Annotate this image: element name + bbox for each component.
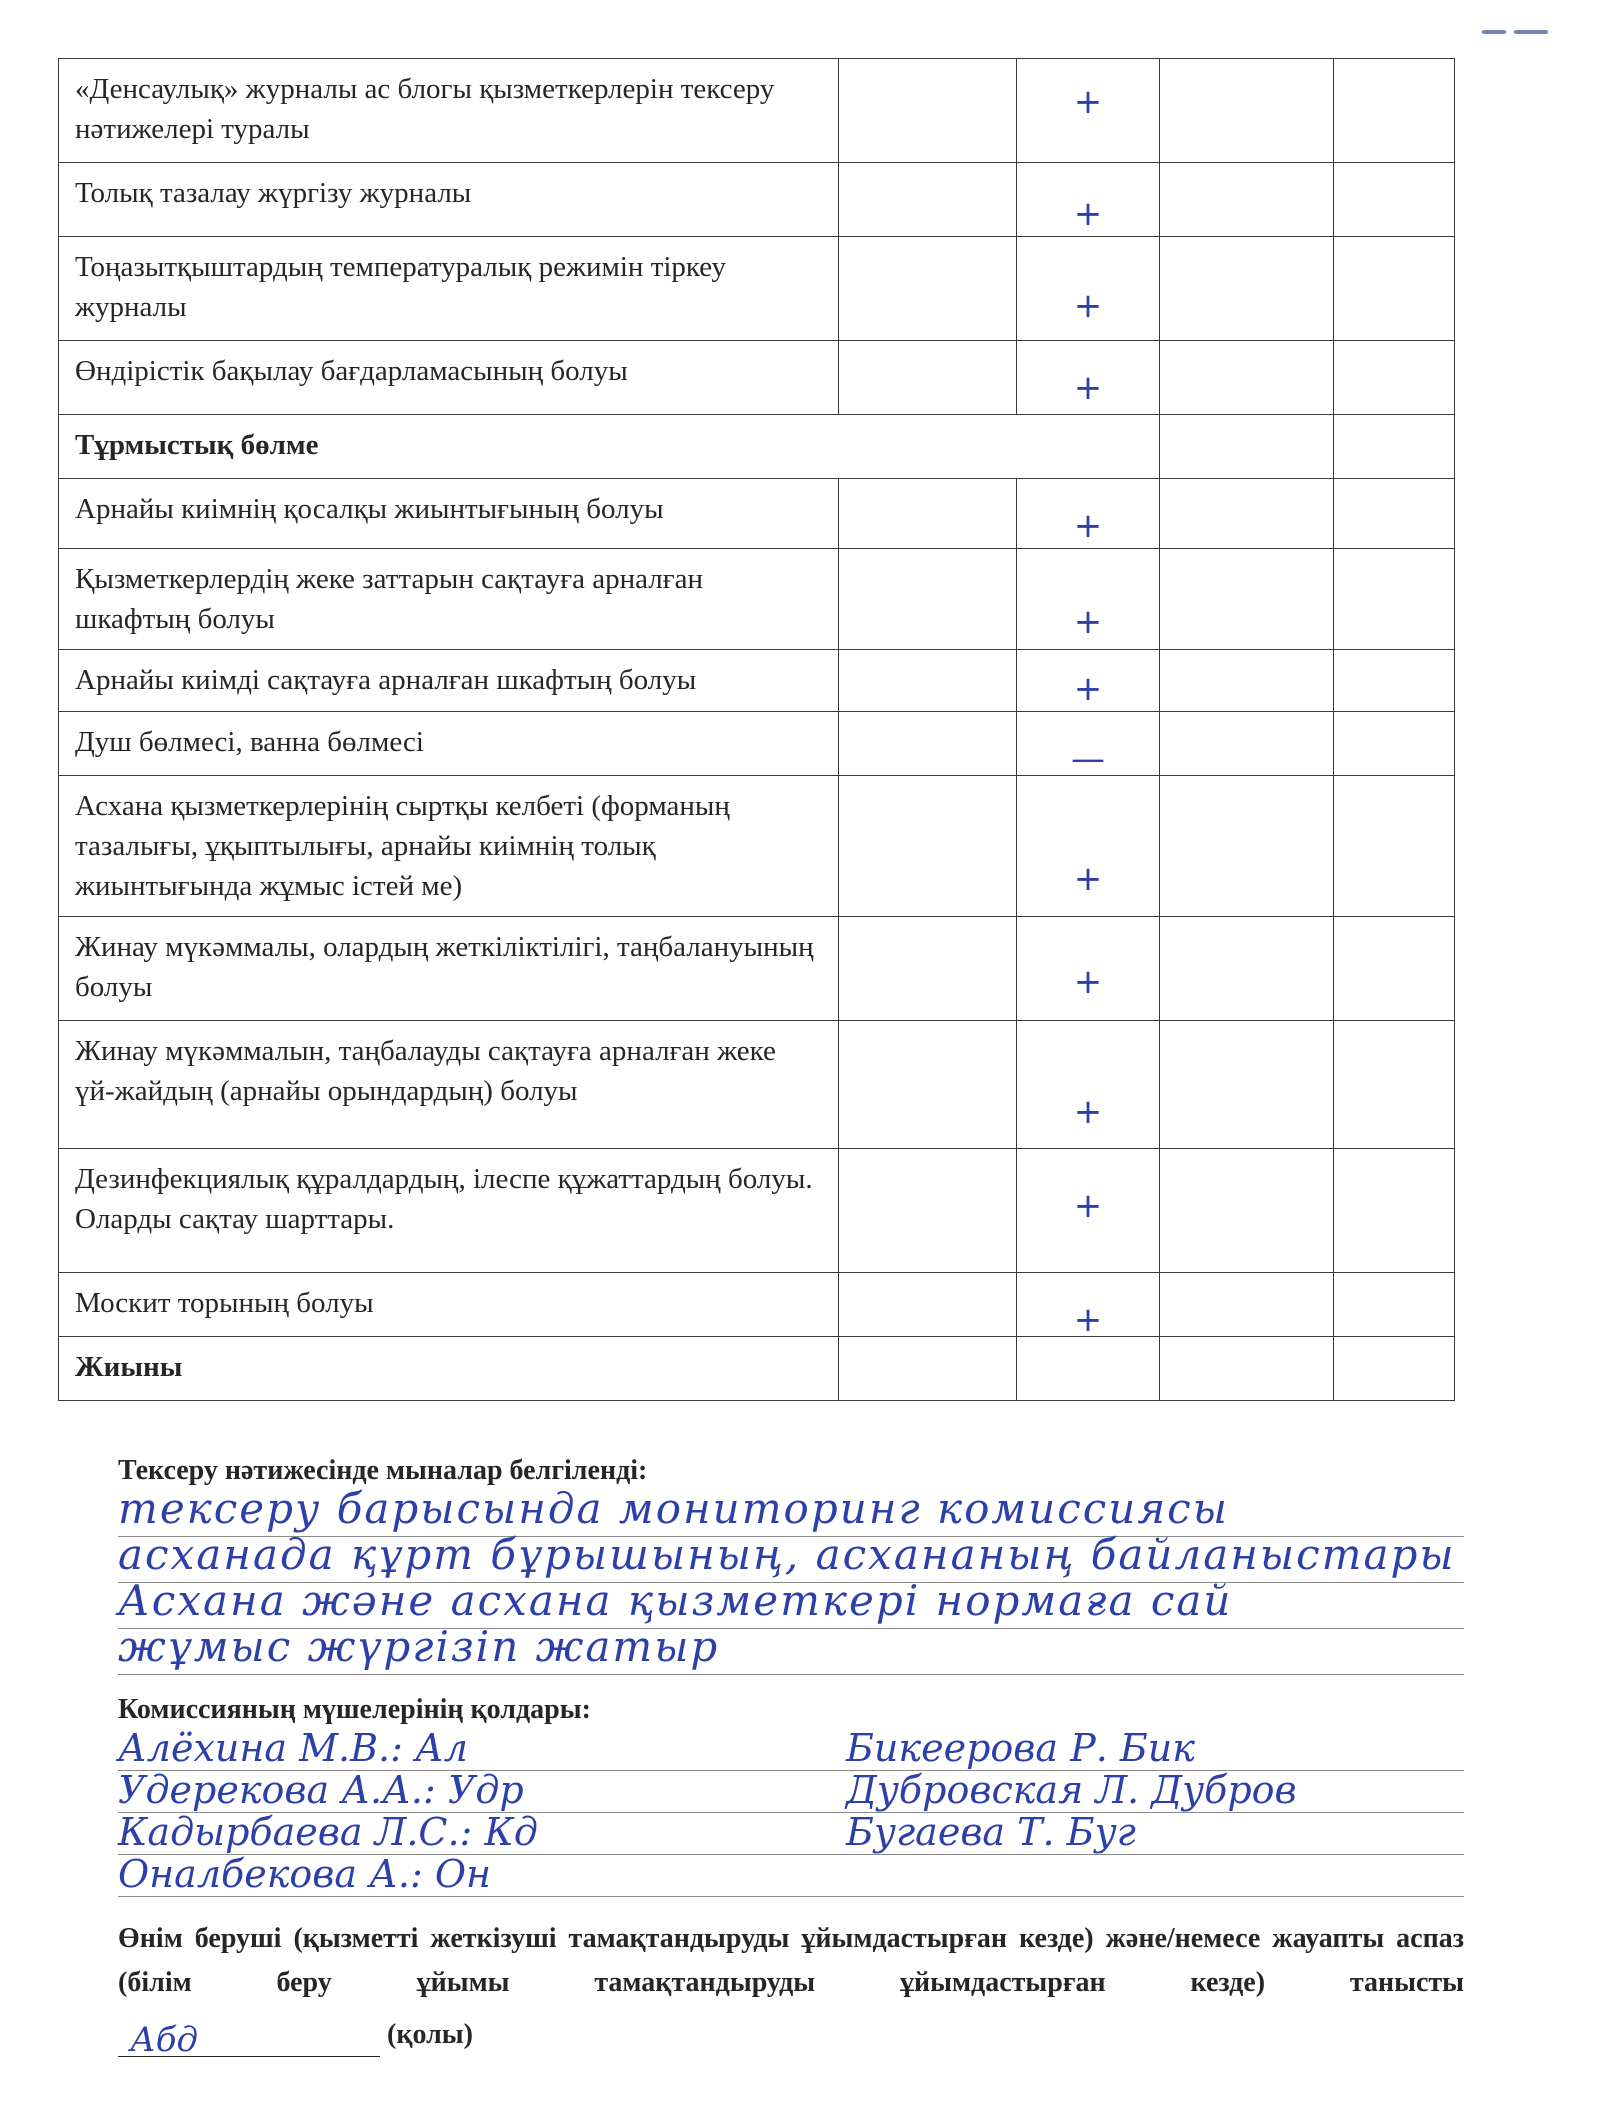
section-row — [59, 415, 1455, 479]
empty-cell — [839, 776, 1017, 917]
acknowledgement-signature — [118, 2013, 473, 2060]
check-cell — [1017, 59, 1160, 163]
criterion-text: Арнайы киімнің қосалқы жиынтығының болуы — [59, 479, 839, 549]
handwritten-note-line: Асхана және асхана қызметкері нормаға сай — [118, 1576, 1233, 1625]
note-cell — [1334, 1149, 1455, 1273]
sign-label: (қолы) — [387, 2019, 473, 2050]
handwritten-plus-mark: + — [1073, 194, 1103, 234]
commission-signature: Кадырбаева Л.С.: Кд — [118, 1810, 538, 1854]
empty-cell — [839, 1273, 1017, 1337]
note-cell — [1334, 59, 1455, 163]
criterion-text: Асхана қызметкерлерінің сыртқы келбеті (форманың тазалығы, ұқыптылығы, арнайы киімнің толық жиынтығында жұмыс істей ме) — [59, 776, 839, 917]
checklist-row — [59, 237, 1455, 341]
empty-cell — [839, 163, 1017, 237]
note-cell — [1334, 1273, 1455, 1337]
checklist-row — [59, 1021, 1455, 1149]
check-cell — [1017, 549, 1160, 650]
checklist-row — [59, 650, 1455, 712]
grade-cell — [1160, 59, 1334, 163]
commission-signature: Бугаева Т. Буг — [846, 1810, 1136, 1854]
check-cell — [1017, 1021, 1160, 1149]
handwritten-note-line: тексеру барысында мониторинг комиссиясы — [118, 1484, 1229, 1533]
criterion-text: Душ бөлмесі, ванна бөлмесі — [59, 712, 839, 776]
note-cell — [1334, 1021, 1455, 1149]
note-cell — [1334, 776, 1455, 917]
check-cell — [1017, 1149, 1160, 1273]
check-cell — [1017, 237, 1160, 341]
note-cell — [1334, 549, 1455, 650]
section-title: Тұрмыстық бөлме — [59, 415, 1160, 479]
checklist-row — [59, 1273, 1455, 1337]
commission-signature: Дубровская Л. Дубров — [846, 1768, 1297, 1812]
check-cell — [1017, 917, 1160, 1021]
grade-cell — [1160, 163, 1334, 237]
signature-lines — [118, 1726, 1464, 1910]
handwritten-plus-mark: + — [1073, 506, 1103, 546]
empty-cell — [839, 1337, 1017, 1401]
note-cell — [1334, 650, 1455, 712]
commission-signature: Удерекова А.А.: Удр — [118, 1768, 524, 1812]
commission-signature: Бикеерова Р. Бик — [846, 1726, 1195, 1770]
check-cell — [1017, 776, 1160, 917]
grade-cell — [1160, 341, 1334, 415]
empty-cell — [839, 479, 1017, 549]
handwritten-signature: Абд — [130, 2020, 199, 2060]
handwritten-plus-mark: + — [1073, 1300, 1103, 1340]
handwritten-dash-mark: — — [1071, 739, 1105, 779]
grade-cell — [1160, 415, 1334, 479]
checklist-row — [59, 341, 1455, 415]
checklist-row — [59, 479, 1455, 549]
empty-cell — [839, 917, 1017, 1021]
empty-cell — [839, 1149, 1017, 1273]
criterion-text: Арнайы киімді сақтауға арналған шкафтың болуы — [59, 650, 839, 712]
checklist-row — [59, 917, 1455, 1021]
criterion-text: Жинау мүкәммалы, олардың жеткіліктілігі, таңбалануының болуы — [59, 917, 839, 1021]
grade-cell — [1160, 650, 1334, 712]
criterion-text: Қызметкерлердің жеке заттарын сақтауға арналған шкафтың болуы — [59, 549, 839, 650]
criterion-text: Өндірістік бақылау бағдарламасының болуы — [59, 341, 839, 415]
handwritten-note-line: асханада құрт бұрышының, асхананың байланыстары — [118, 1530, 1456, 1579]
commission-signature: Оналбекова А.: Он — [118, 1852, 492, 1896]
empty-cell — [839, 549, 1017, 650]
grade-cell — [1160, 776, 1334, 917]
criterion-text: Москит торының болуы — [59, 1273, 839, 1337]
criterion-text: «Денсаулық» журналы ас блогы қызметкерлерін тексеру нәтижелері туралы — [59, 59, 839, 163]
grade-cell — [1160, 237, 1334, 341]
empty-cell — [839, 650, 1017, 712]
criterion-text: Тоңазытқыштардың температуралық режимін тіркеу журналы — [59, 237, 839, 341]
empty-cell — [839, 237, 1017, 341]
handwritten-plus-mark: + — [1073, 368, 1103, 408]
acknowledgement-text: Өнім беруші (қызметті жеткізуші тамақтандыруды ұйымдастырған кезде) және/немесе жауапты аспаз (білім беру ұйымы тамақтандыруды ұйымдастырған кезде) танысты — [118, 1923, 1464, 1998]
check-cell — [1017, 479, 1160, 549]
commission-signature: Алёхина М.В.: Ал — [118, 1726, 468, 1770]
grade-cell — [1160, 712, 1334, 776]
criterion-text: Дезинфекциялық құралдардың, ілеспе құжаттардың болуы. Оларды сақтау шарттары. — [59, 1149, 839, 1273]
empty-cell — [839, 341, 1017, 415]
check-cell — [1017, 341, 1160, 415]
checklist-row — [59, 776, 1455, 917]
grade-cell — [1160, 917, 1334, 1021]
note-cell — [1334, 479, 1455, 549]
note-cell — [1334, 712, 1455, 776]
handwritten-plus-mark: + — [1073, 669, 1103, 709]
grade-cell — [1160, 479, 1334, 549]
handwritten-plus-mark: + — [1073, 602, 1103, 642]
empty-cell — [839, 59, 1017, 163]
note-cell — [1334, 341, 1455, 415]
check-cell — [1017, 1273, 1160, 1340]
findings-lines — [118, 1484, 1464, 1690]
note-cell — [1334, 237, 1455, 341]
checklist-row — [59, 1149, 1455, 1273]
handwritten-plus-mark: + — [1073, 286, 1103, 326]
grade-cell — [1160, 549, 1334, 650]
commission-title: Комиссияның мүшелерінің қолдары: — [118, 1694, 591, 1725]
note-cell — [1334, 917, 1455, 1021]
handwritten-plus-mark: + — [1073, 1186, 1103, 1226]
total-label: Жиыны — [59, 1337, 839, 1401]
handwritten-plus-mark: + — [1073, 1092, 1103, 1132]
handwritten-plus-mark: + — [1073, 82, 1103, 122]
check-cell — [1017, 650, 1160, 712]
findings-title: Тексеру нәтижесінде мыналар белгіленді: — [118, 1455, 648, 1486]
signature-blank — [118, 2020, 380, 2060]
handwritten-plus-mark: + — [1073, 859, 1103, 899]
handwritten-plus-mark: + — [1073, 962, 1103, 1002]
total-row — [59, 1337, 1455, 1401]
note-cell — [1334, 415, 1455, 479]
grade-cell — [1160, 1149, 1334, 1273]
checklist-row — [59, 712, 1455, 776]
empty-cell — [839, 1021, 1017, 1149]
checklist-table — [58, 58, 1455, 1401]
checklist-row — [59, 163, 1455, 237]
note-cell — [1334, 1337, 1455, 1401]
grade-cell — [1160, 1021, 1334, 1149]
criterion-text: Жинау мүкәммалын, таңбалауды сақтауға арналған жеке үй-жайдың (арнайы орындардың) болуы — [59, 1021, 839, 1149]
check-cell — [1017, 1337, 1160, 1401]
grade-cell — [1160, 1273, 1334, 1337]
check-cell — [1017, 163, 1160, 237]
checklist-row — [59, 549, 1455, 650]
handwritten-note-line: жұмыс жүргізіп жатыр — [118, 1622, 720, 1671]
empty-cell — [839, 712, 1017, 776]
criterion-text: Толық тазалау жүргізу журналы — [59, 163, 839, 237]
grade-cell — [1160, 1337, 1334, 1401]
check-cell — [1017, 712, 1160, 779]
corner-scan-mark — [1482, 30, 1552, 34]
checklist-row — [59, 59, 1455, 163]
note-cell — [1334, 163, 1455, 237]
